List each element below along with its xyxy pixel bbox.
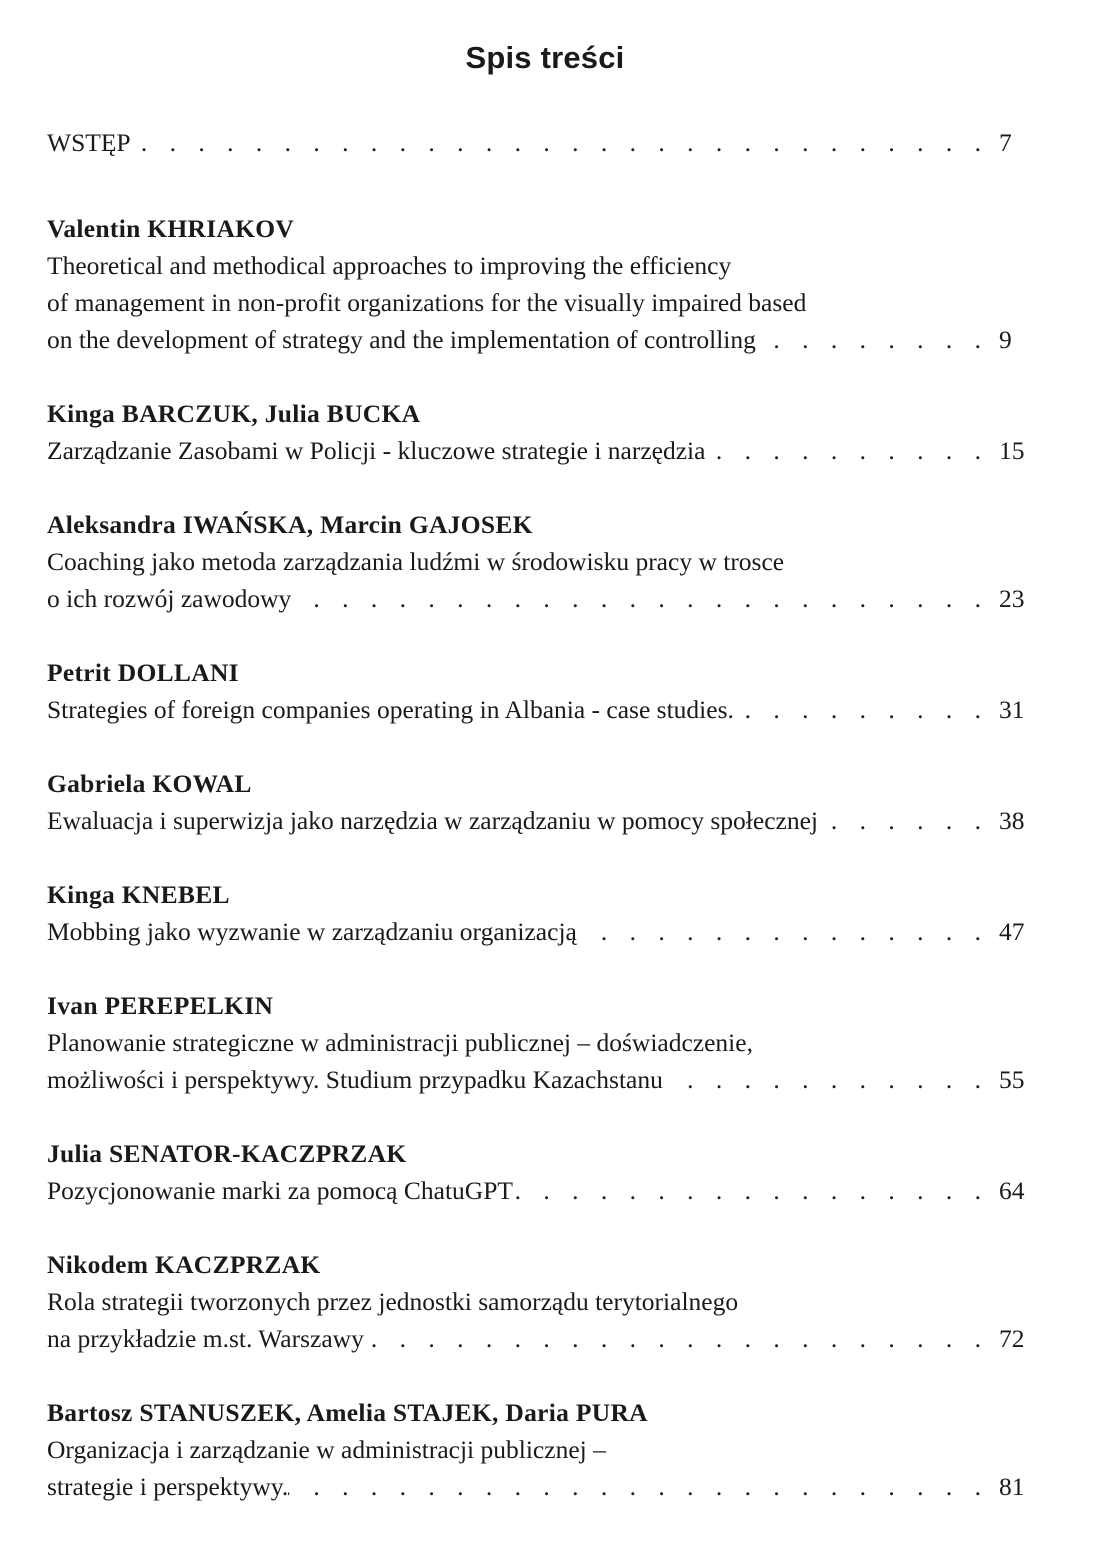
dot-leader	[364, 1320, 999, 1357]
entry-title-line: Rola strategii tworzonych przez jednostki samorządu terytorialnego	[47, 1287, 739, 1316]
entry-title-line: on the development of strategy and the implementation of controlling	[47, 325, 756, 354]
page-number: 64	[999, 1176, 1025, 1205]
page-number: 72	[999, 1324, 1025, 1353]
toc-line	[47, 691, 1037, 728]
entry-title-line: strategie i perspektywy.	[47, 1472, 289, 1501]
toc-entry[interactable]	[47, 507, 1037, 617]
toc-entry[interactable]	[47, 396, 1037, 469]
page-number: 15	[999, 436, 1025, 465]
entry-author: Julia SENATOR-KACZPRZAK	[47, 1139, 407, 1168]
dot-leader	[291, 580, 999, 617]
page-number: 81	[999, 1472, 1025, 1501]
table-of-contents	[47, 124, 1037, 1543]
toc-line	[47, 913, 1037, 950]
toc-line	[47, 1320, 1037, 1357]
entry-author: Ivan PEREPELKIN	[47, 991, 274, 1020]
toc-entry[interactable]	[47, 211, 1037, 358]
toc-line	[47, 321, 1037, 358]
entry-title-line: of management in non-profit organizations for the visually impaired based	[47, 288, 807, 317]
entry-title-line: Organizacja i zarządzanie w administracji publicznej –	[47, 1435, 606, 1464]
entry-author: Bartosz STANUSZEK, Amelia STAJEK, Daria PURA	[47, 1398, 648, 1427]
page-number: 47	[999, 917, 1025, 946]
page-number: 9	[999, 325, 1012, 354]
page-number: 55	[999, 1065, 1025, 1094]
dot-leader	[577, 913, 999, 950]
entry-author: Petrit DOLLANI	[47, 658, 239, 687]
dot-leader	[513, 1172, 999, 1209]
entry-title-line: Theoretical and methodical approaches to improving the efficiency	[47, 251, 732, 280]
dot-leader	[734, 691, 999, 728]
entry-title-line: Strategies of foreign companies operating in Albania - case studies.	[47, 695, 734, 724]
entry-title-line: o ich rozwój zawodowy	[47, 584, 292, 613]
dot-leader	[705, 432, 999, 469]
toc-entry[interactable]	[47, 1247, 1037, 1357]
entry-title-line: Pozycjonowanie marki za pomocą ChatuGPT	[47, 1176, 513, 1205]
dot-leader	[288, 1468, 999, 1505]
toc-entry[interactable]	[47, 1395, 1037, 1505]
entry-author: Gabriela KOWAL	[47, 769, 252, 798]
entry-author: Nikodem KACZPRZAK	[47, 1250, 321, 1279]
entry-title-line: Zarządzanie Zasobami w Policji - kluczowe strategie i narzędzia	[47, 436, 706, 465]
entry-title-line: Coaching jako metoda zarządzania ludźmi w środowisku pracy w trosce	[47, 547, 785, 576]
toc-line	[47, 124, 1037, 161]
page-number: 23	[999, 584, 1025, 613]
toc-line	[47, 580, 1037, 617]
toc-line	[47, 1172, 1037, 1209]
entry-title-line: Planowanie strategiczne w administracji publicznej – doświadczenie,	[47, 1028, 753, 1057]
toc-line	[47, 1061, 1037, 1098]
entry-author: Aleksandra IWAŃSKA, Marcin GAJOSEK	[47, 510, 533, 539]
dot-leader	[131, 124, 999, 161]
toc-entry[interactable]	[47, 1136, 1037, 1209]
entry-title-line: Mobbing jako wyzwanie w zarządzaniu organizacją	[47, 917, 577, 946]
toc-line	[47, 802, 1037, 839]
toc-line	[47, 432, 1037, 469]
toc-line	[47, 1468, 1037, 1505]
dot-leader	[663, 1061, 999, 1098]
toc-entry[interactable]	[47, 988, 1037, 1098]
page-number: 7	[999, 128, 1012, 157]
dot-leader	[818, 802, 999, 839]
entry-title-line: na przykładzie m.st. Warszawy	[47, 1324, 364, 1353]
toc-entry[interactable]	[47, 655, 1037, 728]
page-title: Spis treści	[465, 40, 625, 75]
entry-title-line: możliwości i perspektywy. Studium przypadku Kazachstanu	[47, 1065, 663, 1094]
toc-entry[interactable]	[47, 877, 1037, 950]
page-number: 31	[999, 695, 1025, 724]
entry-author: Kinga BARCZUK, Julia BUCKA	[47, 399, 421, 428]
page-number: 38	[999, 806, 1025, 835]
entry-author: Kinga KNEBEL	[47, 880, 230, 909]
toc-entry[interactable]	[47, 766, 1037, 839]
intro-label: WSTĘP	[47, 128, 131, 157]
entry-author: Valentin KHRIAKOV	[47, 214, 295, 243]
toc-entry-intro[interactable]	[47, 124, 1037, 161]
entry-title-line: Ewaluacja i superwizja jako narzędzia w zarządzaniu w pomocy społecznej	[47, 806, 819, 835]
dot-leader	[756, 321, 999, 358]
